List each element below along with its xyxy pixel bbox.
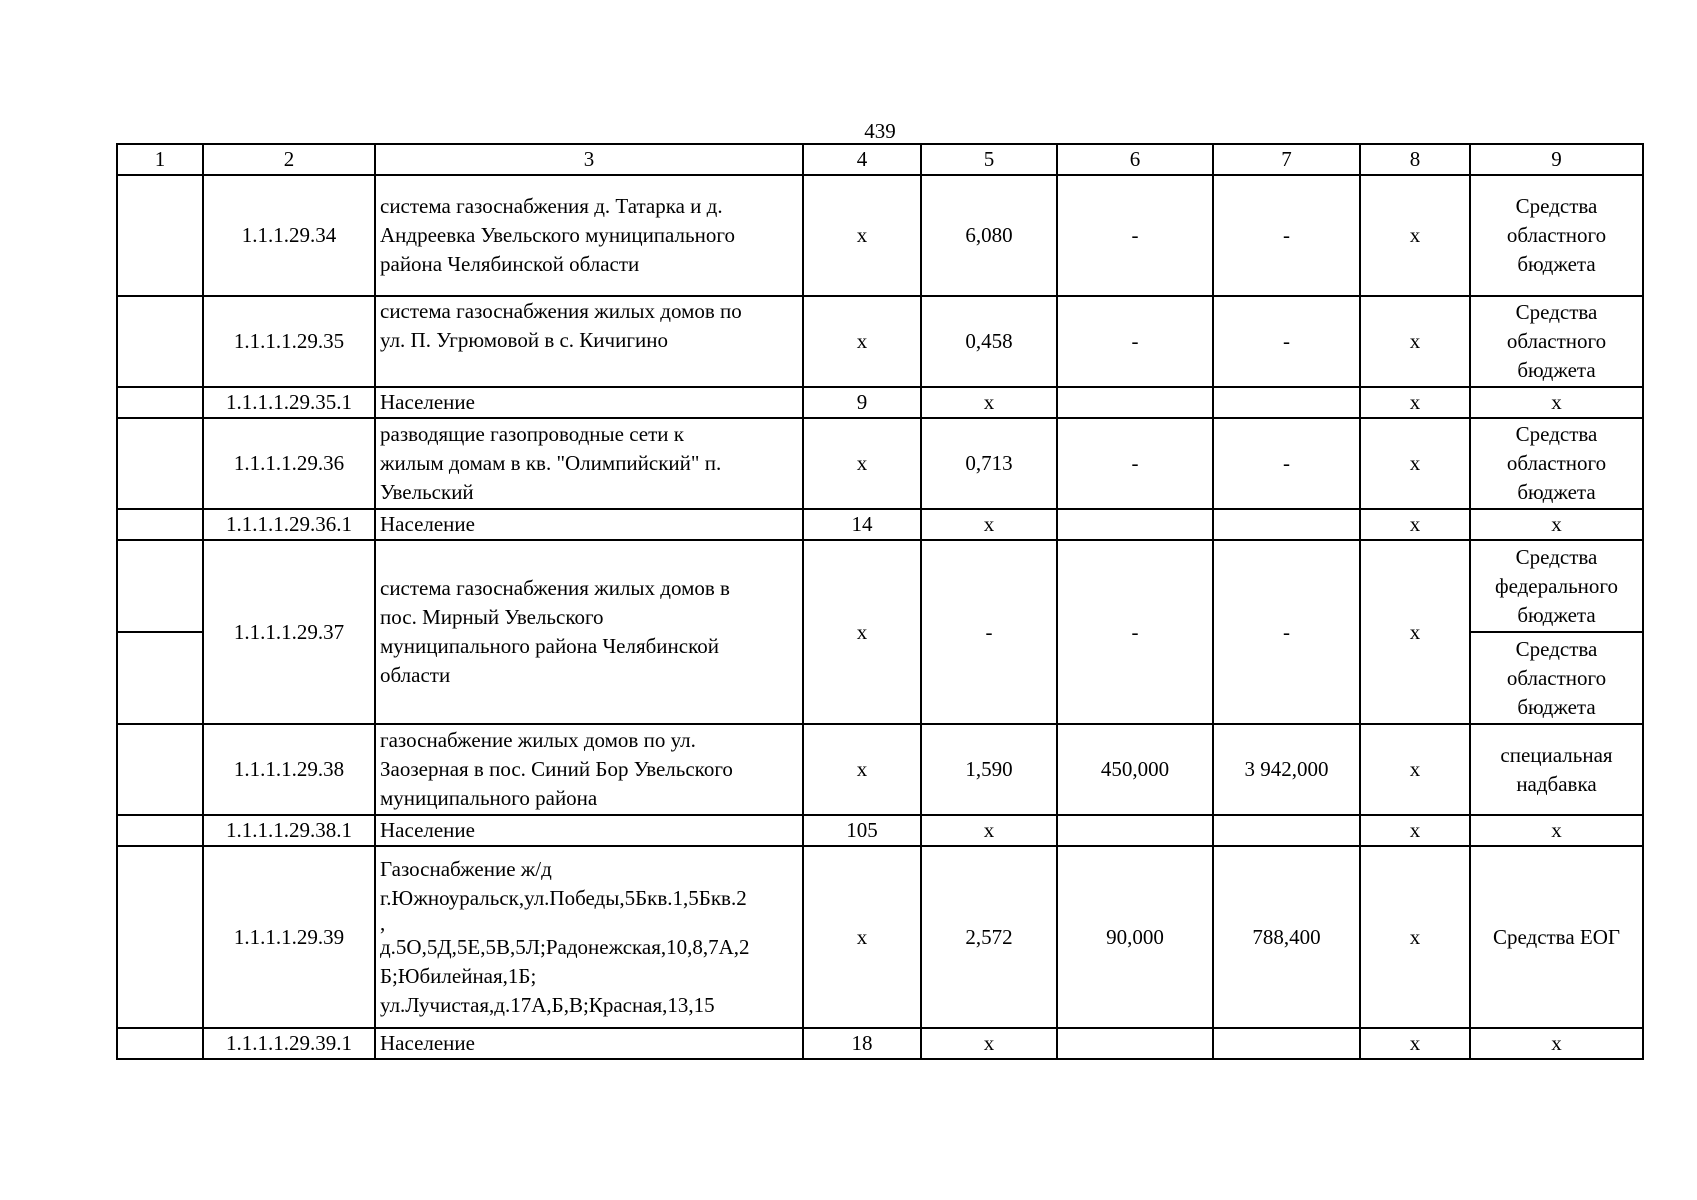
cell-code: 1.1.1.1.29.38.1 bbox=[203, 815, 375, 846]
cell-funding-source bbox=[1470, 418, 1643, 509]
cell-col7: - bbox=[1213, 175, 1360, 296]
description-line: ул.Лучистая,д.17А,Б,В;Красная,13,15 bbox=[380, 992, 715, 1017]
description-line: Андреевка Увельского муниципального bbox=[380, 223, 735, 247]
cell-code: 1.1.1.1.29.35.1 bbox=[203, 387, 375, 418]
cell-col7 bbox=[1213, 815, 1360, 846]
description-line: пос. Мирный Увельского bbox=[380, 605, 604, 629]
funding-line: областного bbox=[1506, 329, 1607, 353]
cell-code: 1.1.1.1.29.36.1 bbox=[203, 509, 375, 540]
cell-col7: - bbox=[1213, 418, 1360, 509]
cell-description bbox=[375, 418, 803, 509]
funding-line: федерального bbox=[1494, 573, 1619, 598]
cell-col5: x bbox=[921, 1028, 1057, 1059]
budget-table bbox=[116, 143, 1644, 1060]
cell-col5: 0,458 bbox=[921, 296, 1057, 387]
cell-col1 bbox=[117, 296, 203, 387]
table-row bbox=[117, 846, 1643, 1028]
cell-code: 1.1.1.1.29.35 bbox=[203, 296, 375, 387]
funding-line: Средства bbox=[1515, 422, 1598, 446]
cell-col1 bbox=[117, 632, 203, 724]
cell-col1 bbox=[117, 387, 203, 418]
cell-col5: x bbox=[921, 815, 1057, 846]
page-number: 439 bbox=[864, 119, 896, 143]
cell-col7 bbox=[1213, 1028, 1360, 1059]
funding-line: Средства bbox=[1515, 544, 1598, 569]
description-line: муниципального района bbox=[380, 786, 598, 810]
funding-line: бюджета bbox=[1517, 480, 1596, 504]
header-row bbox=[117, 144, 1643, 175]
cell-col7: 3 942,000 bbox=[1213, 724, 1360, 815]
cell-col6: 90,000 bbox=[1057, 846, 1213, 1028]
description-line: система газоснабжения д. Татарка и д. bbox=[380, 194, 723, 218]
cell-col4: x bbox=[803, 724, 921, 815]
cell-col4: 105 bbox=[803, 815, 921, 846]
cell-col8: x bbox=[1360, 846, 1470, 1028]
cell-col4: 14 bbox=[803, 509, 921, 540]
cell-col6 bbox=[1057, 1028, 1213, 1059]
description-line: г.Южноуральск,ул.Победы,5Бкв.1,5Бкв.2 bbox=[380, 885, 747, 910]
cell-funding-source: x bbox=[1470, 815, 1643, 846]
cell-col7 bbox=[1213, 387, 1360, 418]
cell-col1 bbox=[117, 418, 203, 509]
cell-col1 bbox=[117, 175, 203, 296]
cell-col6 bbox=[1057, 509, 1213, 540]
cell-funding-source: x bbox=[1470, 387, 1643, 418]
description-line: муниципального района Челябинской bbox=[380, 634, 719, 658]
cell-col8: x bbox=[1360, 815, 1470, 846]
cell-col5: x bbox=[921, 387, 1057, 418]
cell-code: 1.1.1.29.34 bbox=[203, 175, 375, 296]
cell-col4: x bbox=[803, 846, 921, 1028]
table-row bbox=[117, 175, 1643, 296]
cell-funding-source bbox=[1470, 632, 1643, 724]
cell-col7 bbox=[1213, 509, 1360, 540]
cell-description bbox=[375, 846, 803, 1028]
cell-funding-source: Средства ЕОГ bbox=[1470, 846, 1643, 1028]
cell-description: Население bbox=[375, 509, 803, 540]
cell-col5: - bbox=[921, 540, 1057, 724]
description-line: Увельский bbox=[380, 480, 474, 504]
description-line: района Челябинской области bbox=[380, 252, 640, 276]
cell-col6 bbox=[1057, 815, 1213, 846]
cell-col5: 2,572 bbox=[921, 846, 1057, 1028]
funding-line: специальная bbox=[1500, 742, 1613, 767]
table-row bbox=[117, 540, 1643, 632]
cell-col1 bbox=[117, 846, 203, 1028]
description-line: газоснабжение жилых домов по ул. bbox=[380, 728, 696, 752]
cell-col1 bbox=[117, 815, 203, 846]
table-row bbox=[117, 509, 1643, 540]
cell-col6 bbox=[1057, 387, 1213, 418]
cell-col5: 0,713 bbox=[921, 418, 1057, 509]
cell-col8: x bbox=[1360, 418, 1470, 509]
funding-line: областного bbox=[1506, 665, 1607, 690]
cell-funding-source: x bbox=[1470, 1028, 1643, 1059]
cell-funding-source bbox=[1470, 540, 1643, 632]
cell-description bbox=[375, 540, 803, 724]
description-line: Б;Юбилейная,1Б; bbox=[380, 963, 537, 988]
cell-col8: x bbox=[1360, 724, 1470, 815]
cell-col1 bbox=[117, 724, 203, 815]
cell-code: 1.1.1.1.29.39 bbox=[203, 846, 375, 1028]
table-row bbox=[117, 418, 1643, 509]
cell-col1 bbox=[117, 1028, 203, 1059]
description-line: жилым домам в кв. "Олимпийский" п. bbox=[380, 451, 722, 475]
table-row bbox=[117, 296, 1643, 387]
funding-line: бюджета bbox=[1517, 252, 1596, 276]
description-line: д.5О,5Д,5Е,5В,5Л;Радонежская,10,8,7А,2 bbox=[380, 934, 750, 959]
cell-col6: - bbox=[1057, 296, 1213, 387]
funding-line: областного bbox=[1506, 223, 1607, 247]
cell-code: 1.1.1.1.29.37 bbox=[203, 540, 375, 724]
cell-col1 bbox=[117, 540, 203, 632]
cell-description: Население bbox=[375, 387, 803, 418]
description-line: система газоснабжения жилых домов в bbox=[380, 576, 730, 600]
header-cell: 8 bbox=[1360, 144, 1470, 175]
cell-col1 bbox=[117, 509, 203, 540]
funding-line: бюджета bbox=[1517, 602, 1596, 627]
header-cell: 6 bbox=[1057, 144, 1213, 175]
cell-col7: 788,400 bbox=[1213, 846, 1360, 1028]
cell-description: Население bbox=[375, 1028, 803, 1059]
funding-line: бюджета bbox=[1517, 694, 1596, 719]
header-cell: 7 bbox=[1213, 144, 1360, 175]
header-cell: 5 bbox=[921, 144, 1057, 175]
cell-col8: x bbox=[1360, 387, 1470, 418]
cell-col4: x bbox=[803, 540, 921, 724]
header-cell: 3 bbox=[375, 144, 803, 175]
cell-col6: 450,000 bbox=[1057, 724, 1213, 815]
cell-funding-source: x bbox=[1470, 509, 1643, 540]
table-row bbox=[117, 1028, 1643, 1059]
description-line: Заозерная в пос. Синий Бор Увельского bbox=[380, 757, 733, 781]
funding-line: бюджета bbox=[1517, 358, 1596, 382]
funding-line: надбавка bbox=[1516, 771, 1597, 796]
cell-col4: 18 bbox=[803, 1028, 921, 1059]
funding-line: Средства bbox=[1515, 194, 1598, 218]
cell-funding-source bbox=[1470, 175, 1643, 296]
cell-col6: - bbox=[1057, 418, 1213, 509]
cell-col6: - bbox=[1057, 540, 1213, 724]
cell-col5: 6,080 bbox=[921, 175, 1057, 296]
funding-line: областного bbox=[1506, 451, 1607, 475]
cell-code: 1.1.1.1.29.36 bbox=[203, 418, 375, 509]
cell-col8: x bbox=[1360, 509, 1470, 540]
description-line: области bbox=[380, 663, 451, 687]
cell-col6: - bbox=[1057, 175, 1213, 296]
funding-line: Средства bbox=[1515, 300, 1598, 324]
cell-col4: 9 bbox=[803, 387, 921, 418]
cell-col5: x bbox=[921, 509, 1057, 540]
cell-col4: x bbox=[803, 418, 921, 509]
cell-code: 1.1.1.1.29.38 bbox=[203, 724, 375, 815]
funding-line: Средства bbox=[1515, 636, 1598, 661]
description-line: система газоснабжения жилых домов по bbox=[380, 299, 742, 323]
header-cell: 2 bbox=[203, 144, 375, 175]
description-line: ул. П. Угрюмовой в с. Кичигино bbox=[380, 328, 668, 352]
table-row bbox=[117, 724, 1643, 815]
cell-description bbox=[375, 724, 803, 815]
cell-description: Население bbox=[375, 815, 803, 846]
table-row bbox=[117, 815, 1643, 846]
cell-col4: x bbox=[803, 175, 921, 296]
cell-description bbox=[375, 175, 803, 296]
header-cell: 4 bbox=[803, 144, 921, 175]
cell-code: 1.1.1.1.29.39.1 bbox=[203, 1028, 375, 1059]
cell-funding-source bbox=[1470, 296, 1643, 387]
cell-col4: x bbox=[803, 296, 921, 387]
cell-col8: x bbox=[1360, 296, 1470, 387]
cell-col5: 1,590 bbox=[921, 724, 1057, 815]
cell-funding-source bbox=[1470, 724, 1643, 815]
cell-col7: - bbox=[1213, 540, 1360, 724]
description-line: Газоснабжение ж/д bbox=[380, 856, 552, 881]
header-cell: 9 bbox=[1470, 144, 1643, 175]
cell-col8: x bbox=[1360, 540, 1470, 724]
cell-col8: x bbox=[1360, 1028, 1470, 1059]
table-row bbox=[117, 387, 1643, 418]
description-line: разводящие газопроводные сети к bbox=[380, 422, 684, 446]
cell-col7: - bbox=[1213, 296, 1360, 387]
cell-col8: x bbox=[1360, 175, 1470, 296]
description-line: , bbox=[380, 910, 386, 935]
cell-description bbox=[375, 296, 803, 387]
header-cell: 1 bbox=[117, 144, 203, 175]
